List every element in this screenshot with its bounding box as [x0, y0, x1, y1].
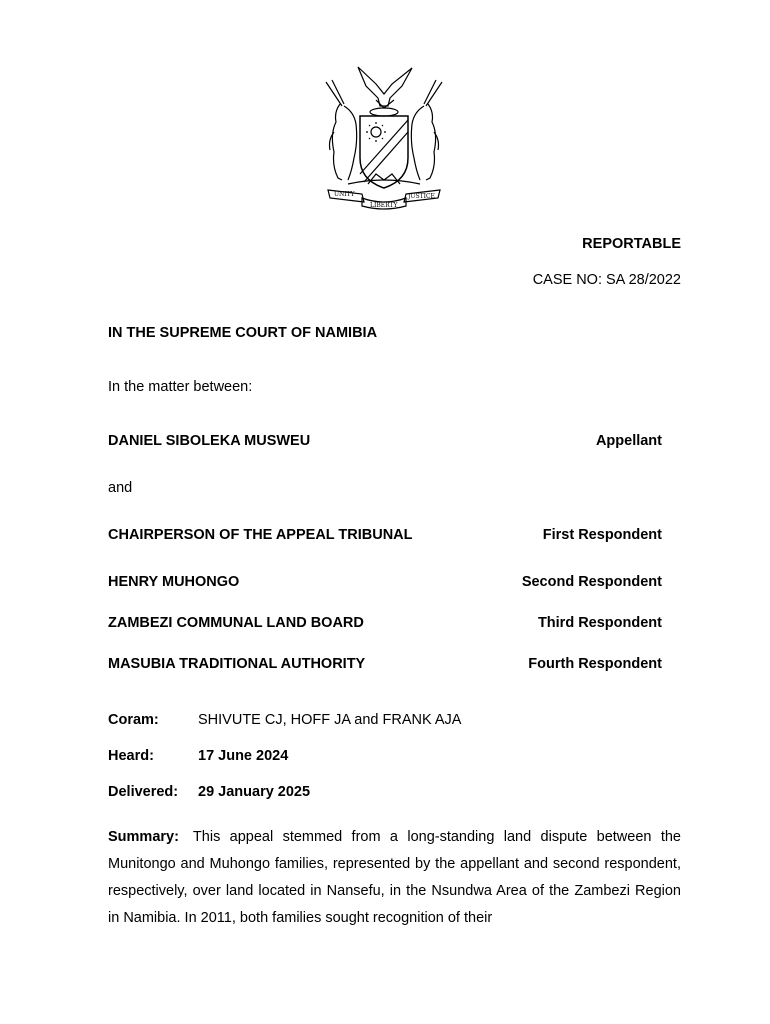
reportable-label: REPORTABLE	[582, 236, 681, 252]
party-role: Third Respondent	[537, 615, 662, 631]
heard-label: Heard:	[108, 748, 154, 764]
party-role: First Respondent	[542, 527, 662, 543]
party-row-second-respondent	[108, 574, 662, 590]
party-row-appellant	[108, 433, 662, 449]
party-name: MASUBIA TRADITIONAL AUTHORITY	[108, 656, 366, 672]
coat-of-arms-logo	[318, 62, 450, 210]
coram-label: Coram:	[108, 712, 159, 728]
party-row-fourth-respondent	[108, 656, 662, 672]
matter-intro: In the matter between:	[108, 379, 253, 395]
coram-value: SHIVUTE CJ, HOFF JA and FRANK AJA	[198, 712, 462, 728]
case-number: CASE NO: SA 28/2022	[532, 272, 681, 288]
motto-justice: JUSTICE	[408, 193, 435, 200]
heard-value: 17 June 2024	[198, 748, 289, 764]
summary-text: This appeal stemmed from a long-standing land dispute between the Munitongo and Muhongo families, represented by the appellant and second respondent, respectively, over land located in Nansefu, in the Nsundwa Area of the Zambezi Region in Namibia. In 2011, both families sought recognition of their	[108, 829, 681, 926]
party-name: CHAIRPERSON OF THE APPEAL TRIBUNAL	[108, 527, 413, 543]
party-name: HENRY MUHONGO	[108, 574, 240, 590]
motto-liberty: LIBERTY	[370, 202, 398, 209]
motto-unity: UNITY	[334, 191, 355, 198]
party-role: Second Respondent	[521, 574, 662, 590]
conjunction-and: and	[108, 480, 133, 496]
party-name: ZAMBEZI COMMUNAL LAND BOARD	[108, 615, 364, 631]
party-role: Fourth Respondent	[528, 656, 662, 672]
party-role: Appellant	[595, 433, 662, 449]
delivered-label: Delivered:	[108, 784, 179, 800]
party-row-first-respondent	[108, 527, 662, 543]
party-row-third-respondent	[108, 615, 662, 631]
delivered-value: 29 January 2025	[198, 784, 311, 800]
summary-label: Summary:	[108, 829, 179, 845]
court-title: IN THE SUPREME COURT OF NAMIBIA	[108, 325, 378, 341]
party-name: DANIEL SIBOLEKA MUSWEU	[108, 433, 311, 449]
summary-paragraph	[108, 824, 681, 932]
